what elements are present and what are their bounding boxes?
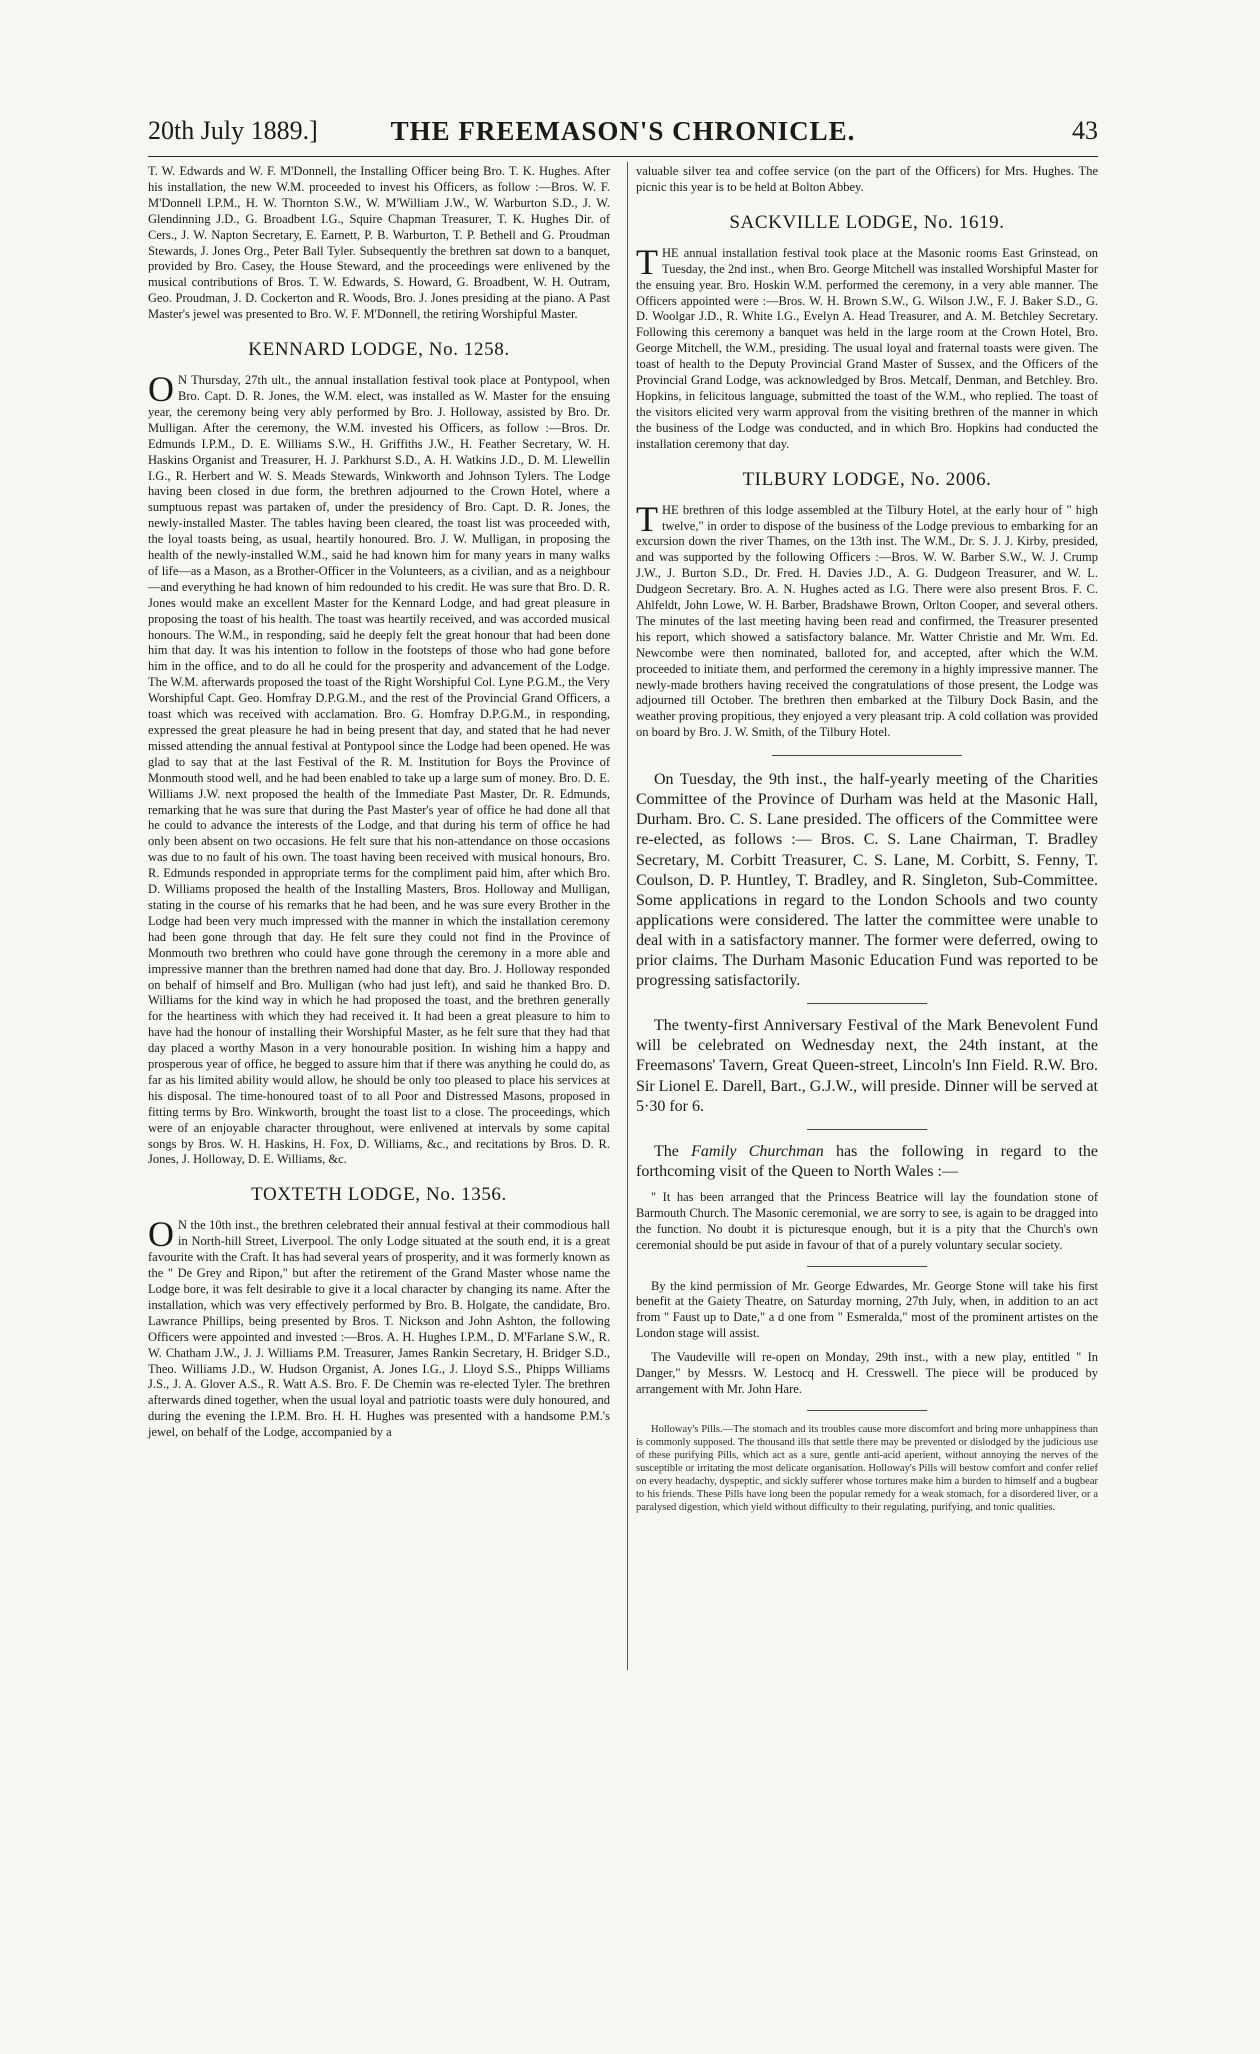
mark-benevolent-note: The twenty-first Anniversary Festival of the Mark Benevolent Fund will be celebrated on Wednesday next, the 24th instant, at the Freemasons' Tavern, Great Queen-street, Lincoln's Inn Field. R.W. Bro. Sir Lionel E. Darell, Bart., G.J.W., will preside. Dinner will be served at 5·30 for 6. <box>636 1017 1098 1115</box>
section-divider <box>807 1266 927 1267</box>
kennard-lodge-text: N Thursday, 27th ult., the annual installation festival took place at Pontypool, when Bro. Capt. D. R. Jones, the W.M. elect, was installed as W. Master for the ensuing year, the ceremony being very ably performed by Bro. J. Holloway, assisted by Bro. Dr. Mulligan. After the ceremony, the W.M. invested his Officers, as follow :—Bros. Dr. Edmunds I.P.M., D. E. Williams S.W., H. Griffiths J.W., H. Feather Secretary, W. H. Haskins Organist and Treasurer, H. J. Parkhurst S.D., A. H. Watkins J.D., D. M. Llewellin I.G., R. Herbert and W. S. Meads Stewards, Winkworth and Johnson Tylers. The Lodge having been closed in due form, the brethren adjourned to the Crown Hotel, where a sumptuous repast was partaken of, under the presidency of Bro. Capt. D. R. Jones, the newly-installed Master. The tables having been cleared, the toast list was proceeded with, the loyal toasts being, as usual, heartily honoured. Bro. J. W. Mulligan, in proposing the health of the newly-installed W.M., said he had known him for many years in many walks of life—as a Mason, as a Brother-Officer in the Volunteers, as a civilian, and as a neighbour—and everything he had known of him redounded to his credit. He was sure that Bro. D. R. Jones would make an excellent Master for the Kennard Lodge, and had great pleasure in proposing the toast of his health. The toast was heartily received, and was accorded musical honours. The W.M., in responding, said he deeply felt the great honour that had been done him that day. It was his intention to follow in the footsteps of those who had gone before him in the office, and to do all he could for the prosperity and advancement of the Lodge. The W.M. afterwards proposed the toast of the Right Worshipful Col. Lyne P.G.M., the Very Worshipful Capt. Geo. Homfray D.P.G.M., and the rest of the Provincial Grand Officers, a toast which was received with acclamation. Bro. G. Homfray D.P.G.M., in responding, expressed the great pleasure he had in being present that day, and stated that he had never missed attending the annual festival at Pontypool since the Lodge had been opened. He was glad to say that at the last Festival of the R. M. Institution for Boys the Province of Monmouth stood well, and he had been enabled to take up a large sum of money. Bro. D. E. Williams J.W. next proposed the health of the Immediate Past Master, Dr. R. Edmunds, remarking that he was sure that during the Past Master's year of office he had done all that he could to advance the interests of the Lodge, and that during his term of office he had only been absent on two occasions. He felt sure that his non-attendance on those occasions was due to no fault of his own. The toast having been received with musical honours, Bro. R. Edmunds responded in appropriate terms for the compliment paid him, after which Bro. D. Williams proposed the health of the Installing Masters, Bros. Holloway and Mulligan, stating in the course of his remarks that he had been, and he was sure every Brother in the Lodge had been very much impressed with the manner in which the installation ceremony had been gone through that day. He felt sure they could not find in the Province of Monmouth two brethren who could have gone through the ceremony in a more able and impressive manner than the brethren named had done that day. Bro. J. Holloway responded on behalf of himself and Bro. Mulligan (who had just left), and said he thanked Bro. D. Williams for the kind way in which he had proposed the toast, and the brethren generally for the heartiness with which they had received it. It had been a great pleasure to him to have had the honour of installing their Worshipful Master, as he felt sure that they had that day placed a worthy Mason in a very honourable position. In wishing him a happy and prosperous year of office, he begged to assure him that if there was anything he could do, as far as his limited ability would allow, he should be only too pleased to place his services at his disposal. The time-honoured toast of to all Poor and Distressed Masons, proposed in fitting terms by Bro. Winkworth, brought the toast list to a close. The proceedings, which were of an enjoyable character throughout, were enlivened at intervals by some capital songs by Bros. W. H. Haskins, H. Fox, D. Williams, &c., and recitations by Bros. D. R. Jones, J. Holloway, D. E. Williams, &c. <box>148 373 610 1167</box>
page-number: 43 <box>1072 116 1098 145</box>
toxteth-lodge-text: N the 10th inst., the brethren celebrated their annual festival at their commodious hall in North-hill Street, Liverpool. The only Lodge situated at the south end, it is a great favourite with the Craft. It has had several years of prosperity, and it was formerly known as the " De Grey and Ripon," but after the retirement of the Grand Master whose name the Lodge bore, it was felt desirable to give it a local character by changing its name. After the installation, which was very effectively performed by Bro. B. Holgate, the candidate, Bro. Lawrance Phillips, being presented by Bros. T. Nickson and John Ashton, the following Officers were appointed and invested :—Bros. A. H. Hughes I.P.M., D. M'Farlane S.W., R. W. Chatham J.W., J. J. Williams P.M. Treasurer, James Rankin Secretary, H. Bridger S.D., Theo. Williams J.D., W. Hudson Organist, A. Jones I.G., J. Lloyd S.S., Phipps Williams J.S., J. A. Glover A.S., R. Watt A.S. Bro. F. De Chemin was re-elected Tyler. The brethren afterwards dined together, when the usual loyal and patriotic toasts were duly honoured, and during the evening the I.P.M. Bro. H. H. Hughes was presented with a handsome P.M.'s jewel, on behalf of the Lodge, accompanied by a <box>148 1218 610 1440</box>
drop-cap: T <box>636 241 658 282</box>
section-divider <box>772 755 962 756</box>
toxteth-lodge-article <box>148 1214 610 1441</box>
masthead <box>148 116 1098 156</box>
tilbury-lodge-text: HE brethren of this lodge assembled at the Tilbury Hotel, at the early hour of " high twelve," in order to dispose of the business of the Lodge previous to embarking for an excursion down the river Thames, on the 13th inst. The W.M., Dr. S. J. J. Kirby, presided, and was supported by the following Officers :—Bros. W. W. Barber S.W., W. J. Crump J.W., J. Burton S.D., Dr. Fred. H. Davies J.D., A. G. Dudgeon Treasurer, and W. L. Dudgeon Secretary. Bro. A. N. Hughes acted as I.G. There were also present Bros. F. C. Ahlfeldt, John Lowe, W. H. Barber, Bradshawe Brown, Orlton Cooper, and several others. The minutes of the last meeting having been read and confirmed, the Treasurer presented his report, which showed a satisfactory balance. Mr. Watter Christie and Mr. Wm. Ed. Newcombe were then nominated, balloted for, and accepted, after which the W.M. proceeded to initiate them, and performed the ceremony in a highly impressive manner. The newly-made brothers having received the congratulations of those present, the Lodge was adjourned till October. The brethren then embarked at the Tilbury Dock Basin, and the weather proving propitious, they enjoyed a very pleasant trip. A cold collation was provided on board by Bro. J. W. Smith, of the Tilbury Hotel. <box>636 502 1098 740</box>
holloways-pills-advert: Holloway's Pills.—The stomach and its troubles cause more discomfort and bring more unhappiness than is commonly supposed. The thousand ills that settle there may be prevented or dislodged by the judicious use of these purifying Pills, which act as a sure, gentle anti-acid aperient, without annoying the nerves of the susceptible or irritating the most delicate organisation. Holloway's Pills will bestow comfort and confer relief on every headachy, dyspeptic, and sickly sufferer whose tortures make him a burden to himself and a bugbear to his friends. These Pills have long been the popular remedy for a weak stomach, for a disordered liver, or a paralysed digestion, which yield without difficulty to their regulating, purifying, and tonic qualities. <box>636 1423 1098 1513</box>
drop-cap: T <box>636 498 658 539</box>
issue-date: 20th July 1889.] <box>148 116 318 145</box>
family-churchman-intro: The Family Churchman has the following in regard to the forthcoming visit of the Queen to North Wales :— <box>636 1142 1099 1180</box>
section-divider <box>807 1003 927 1004</box>
kennard-lodge-heading: KENNARD LODGE, No. 1258. <box>248 339 510 361</box>
sackville-lodge-text: HE annual installation festival took place at the Masonic rooms East Grinstead, on Tuesday, the 2nd inst., when Bro. George Mitchell was installed Worshipful Master for the ensuing year. Bro. Hoskin W.M. performed the ceremony, in a very able manner. The Officers appointed were :—Bros. W. H. Brown S.W., G. Wilson J.W., F. J. Baker S.D., G. D. Woolgar J.D., R. White I.G., Evelyn A. Head Treasurer, and A. M. Betchley Secretary. Following this ceremony a banquet was held in the large room at the Crown Hotel, Bro. George Mitchell, the W.M., presiding. The usual loyal and fraternal toasts were given. The toast of health to the Deputy Provincial Grand Master of Sussex, and the Officers of the Provincial Grand Lodge, was acknowledged by Bros. Metcalf, Denman, and Betchley. Bro. Hopkins, in felicitous language, submitted the toast of the W.M., who replied. The toast of the visitors elicited very warm approval from the visiting brethren of the manner in which the business of the Lodge was conducted, and in which Bro. Hopkins had conducted the installation ceremony that day. <box>636 245 1098 451</box>
vaudeville-note: The Vaudeville will re-open on Monday, 29th inst., with a new play, entitled " In Danger," by Messrs. W. Lestocq and H. Cresswell. The piece will be produced by arrangement with Mr. John Hare. <box>636 1350 1098 1396</box>
tilbury-lodge-article <box>636 498 1098 742</box>
family-churchman-quote: " It has been arranged that the Princess Beatrice will lay the foundation stone of Barmouth Church. The Masonic ceremonial, we are sorry to see, is again to be dragged into the function. No doubt it is picturesque enough, but it is a pity that the Church's own ceremonial should be put aside in favour of that of a purely voluntary secular society. <box>636 1189 1098 1252</box>
publication-title: THE FREEMASON'S CHRONICLE. <box>390 116 856 146</box>
durham-charities-note: On Tuesday, the 9th inst., the half-yearly meeting of the Charities Committee of the Province of Durham was held at the Masonic Hall, Durham. Bro. C. S. Lane presided. The officers of the Committee were re-elected, as follows :— Bros. C. S. Lane Chairman, T. Bradley Secretary, M. Corbitt Treasurer, C. S. Lane, M. Corbitt, S. Fenny, T. Coulson, D. P. Huntley, T. Bradley, and R. Singleton, Sub-Committee. Some applications in regard to the London Schools and two county applications were considered. The latter the committee were unable to deal with in a satisfactory manner. The former were deferred, owing to prior claims. The Durham Masonic Education Fund was reported to be progressing satisfactorily. <box>636 771 1098 990</box>
sackville-lodge-heading: SACKVILLE LODGE, No. 1619. <box>729 211 1005 233</box>
drop-cap: O <box>148 369 174 410</box>
sackville-lodge-article <box>636 241 1098 453</box>
column-divider <box>627 162 628 1670</box>
article-continuation: valuable silver tea and coffee service (on the part of the Officers) for Mrs. Hughes. The picnic this year is to be held at Bolton Abbey. <box>636 164 1098 194</box>
periodical-title: Family Churchman <box>691 1142 824 1160</box>
right-column <box>636 164 1098 1514</box>
section-divider <box>807 1410 927 1411</box>
toxteth-lodge-heading: TOXTETH LODGE, No. 1356. <box>251 1184 507 1206</box>
kennard-lodge-article <box>148 369 610 1168</box>
article-continuation: T. W. Edwards and W. F. M'Donnell, the Installing Officer being Bro. T. K. Hughes. After his installation, the new W.M. proceeded to invest his Officers, as follow :—Bros. W. F. M'Donnell I.P.M., H. W. Thornton S.W., W. M'William J.W., W. Warburton S.D., J. W. Glendinning J.D., G. Broadbent I.G., Squire Chapman Treasurer, T. K. Hughes Dir. of Cers., J. W. Napton Secretary, E. Earnett, P. B. Warburton, T. P. Bethell and G. Proudman Stewards, J. Jones Org., Peter Ball Tyler. Subsequently the brethren sat down to a banquet, provided by Bro. Casey, the House Steward, and the proceedings were enlivened by the musical contributions of Bros. T. W. Edwards, S. Howard, G. Broadbent, W. H. Outram, Geo. Proudman, J. D. Cockerton and R. Woods, Bro. J. Jones presiding at the piano. A Past Master's jewel was presented to Bro. W. F. M'Donnell, the retiring Worshipful Master. <box>148 164 610 322</box>
masthead-rule <box>148 156 1098 157</box>
gaiety-theatre-note: By the kind permission of Mr. George Edwardes, Mr. George Stone will take his first benefit at the Gaiety Theatre, on Saturday morning, 27th July, when, in addition to an act from " Faust up to Date," a d one from " Esmeralda," most of the prominent artistes on the London stage will assist. <box>636 1278 1098 1341</box>
section-divider <box>807 1129 927 1130</box>
left-column <box>148 164 610 1441</box>
drop-cap: O <box>148 1214 174 1255</box>
tilbury-lodge-heading: TILBURY LODGE, No. 2006. <box>742 468 992 490</box>
